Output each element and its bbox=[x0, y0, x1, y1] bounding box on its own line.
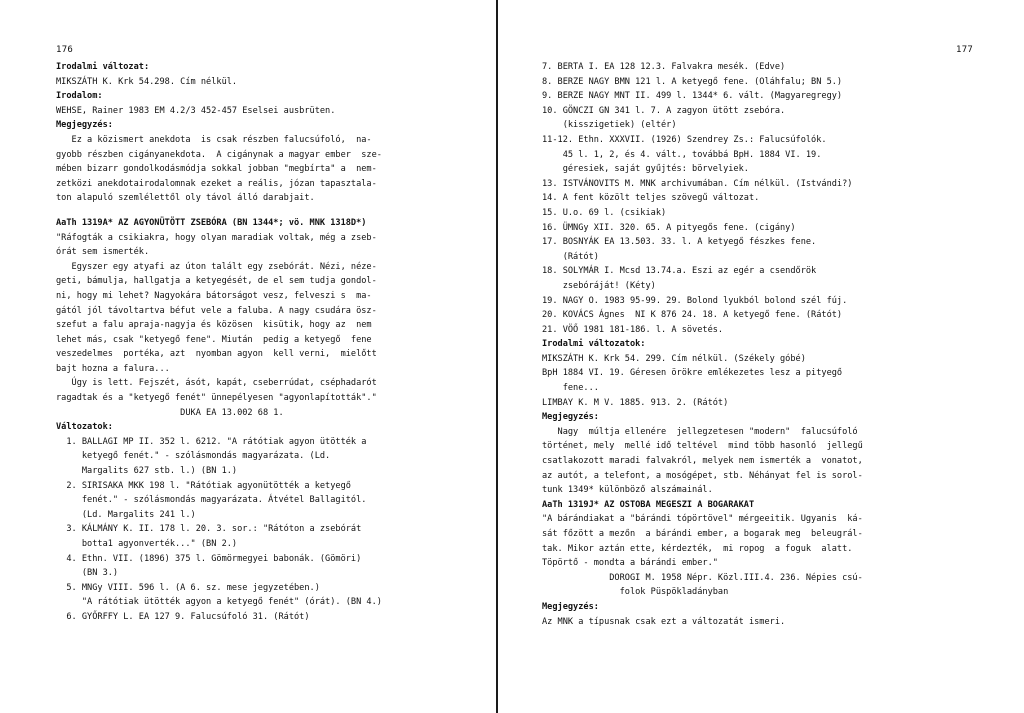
text-line: 19. NAGY O. 1983 95-99. 29. Bolond lyukból bolond szél fúj. bbox=[542, 295, 848, 306]
text-line: veszedelmes portéka, azt nyomban agyon kell verni, mielőtt bbox=[56, 349, 377, 360]
left-page-number: 176 bbox=[56, 45, 74, 55]
text-line: (Ld. Margalits 241 l.) bbox=[56, 509, 196, 520]
text-line: 8. BERZE NAGY BMN 121 l. A ketyegő fene. (Oláhfalu; BN 5.) bbox=[542, 76, 843, 87]
text-line: Nagy múltja ellenére jellegzetesen "modern" falucsúfoló bbox=[542, 426, 858, 437]
text-line: 11-12. Ethn. XXXVII. (1926) Szendrey Zs.: Falucsúfolók. bbox=[542, 134, 827, 145]
text-line: Ez a közismert anekdota is csak részben falucsúfoló, na- bbox=[56, 134, 372, 145]
text-line: zsebóráját! (Kéty) bbox=[542, 280, 656, 291]
text-line: tak. Mikor aztán ette, kérdezték, mi ropog a foguk alatt. bbox=[542, 543, 853, 554]
section-heading: AaTh 1319J* AZ OSTOBA MEGESZI A BOGARAKAT bbox=[542, 499, 755, 510]
text-line: 16. ÜMNGy XII. 320. 65. A pityegős fene. (cigány) bbox=[542, 222, 796, 233]
text-line: (BN 3.) bbox=[56, 568, 119, 579]
section-heading: Változatok: bbox=[56, 422, 113, 433]
text-line: zetközi anekdotairodalomnak ezeket a reális, józan tapasztala- bbox=[56, 178, 377, 189]
text-line: "Ráfogták a csikiakra, hogy olyan maradiak voltak, még a zseb- bbox=[56, 232, 377, 243]
text-line: fene... bbox=[542, 383, 599, 394]
text-line: 1. BALLAGI MP II. 352 l. 6212. "A rátótiak agyon ütötték a bbox=[56, 436, 367, 447]
text-line: géresiek, saját gyűjtés: börvelyiek. bbox=[542, 164, 749, 175]
text-line: geti, bámulja, hallgatja a ketyegését, de el sem tudja gondol- bbox=[56, 276, 377, 287]
text-line: az autót, a telefont, a mosógépet, stb. Néhányat fel is sorol- bbox=[542, 470, 863, 481]
text-line: Egyszer egy atyafi az úton talált egy zsebórát. Nézi, néze- bbox=[56, 261, 377, 272]
text-line: 18. SOLYMÁR I. Mcsd 13.74.a. Eszi az egér a csendőrök bbox=[542, 266, 817, 277]
text-line: 4. Ethn. VII. (1896) 375 l. Gömörmegyei babonák. (Gömöri) bbox=[56, 553, 362, 564]
text-line: 45 l. 1, 2, és 4. vált., továbbá BpH. 1884 VI. 19. bbox=[542, 149, 822, 160]
right-page-text bbox=[542, 60, 982, 629]
section-heading: AaTh 1319A* AZ AGYONÜTÖTT ZSEBÓRA (BN 1344*; vö. MNK 1318D*) bbox=[56, 217, 367, 228]
text-line: (Rátót) bbox=[542, 251, 599, 262]
section-heading: Megjegyzés: bbox=[56, 120, 113, 131]
text-line: tunk 1349* különböző alszámainál. bbox=[542, 485, 713, 496]
text-line: 15. U.o. 69 l. (csikiak) bbox=[542, 207, 667, 218]
text-line: DOROGI M. 1958 Népr. Közl.III.4. 236. Népies csú- bbox=[542, 572, 863, 583]
text-line: LIMBAY K. M V. 1885. 913. 2. (Rátót) bbox=[542, 397, 729, 408]
text-line: Az MNK a típusnak csak ezt a változatát ismeri. bbox=[542, 616, 786, 627]
text-line: órát sem ismerték. bbox=[56, 247, 150, 258]
text-line: mében bizarr gondolkodásmódja sokkal jobban "megbírta" a nem- bbox=[56, 164, 377, 175]
text-line: botta1 agyonverték..." (BN 2.) bbox=[56, 539, 238, 549]
text-line: lehet más, csak "ketyegő fene". Miután pedig a ketyegő fene bbox=[56, 334, 372, 345]
text-line: folok Püspökladányban bbox=[542, 587, 729, 598]
text-line: "A bárándiakat a "bárándi tópörtövel" mérgeeitik. Ugyanis ká- bbox=[542, 514, 863, 525]
text-line: 7. BERTA I. EA 128 12.3. Falvakra mesék. (Edve) bbox=[542, 62, 786, 72]
text-line: 13. ISTVÁNOVITS M. MNK archivumában. Cím nélkül. (Istvándi?) bbox=[542, 178, 853, 189]
right-page-number: 177 bbox=[956, 45, 974, 55]
text-line: MIKSZÁTH K. Krk 54.298. Cím nélkül. bbox=[56, 76, 238, 87]
paragraph-gap bbox=[56, 206, 466, 216]
text-line: szefut a falu apraja-nagyja és közösen kisütik, hogy az nem bbox=[56, 320, 372, 331]
text-line: Margalits 627 stb. l.) (BN 1.) bbox=[56, 466, 238, 477]
left-page-text bbox=[56, 60, 466, 625]
text-line: BpH 1884 VI. 19. Géresen örökre emlékezetes lesz a pityegő bbox=[542, 368, 843, 379]
text-line: (kisszigetiek) (eltér) bbox=[542, 120, 677, 131]
text-line: 2. SIRISAKA MKK 198 l. "Rátótiak agyonütötték a ketyegő bbox=[56, 480, 351, 491]
text-line: Töpörtő - mondta a bárándi ember." bbox=[542, 558, 718, 569]
page-gutter-divider bbox=[496, 0, 498, 713]
text-line: fenét." - szólásmondás magyarázata. Átvétel Ballagitól. bbox=[56, 495, 367, 506]
text-line: ni, hogy mi lehet? Nagyokára bátorságot vesz, felveszi s ma- bbox=[56, 290, 372, 301]
text-line: 9. BERZE NAGY MNT II. 499 l. 1344* 6. vált. (Magyaregregy) bbox=[542, 91, 843, 102]
text-line: DUKA EA 13.002 68 1. bbox=[56, 407, 284, 418]
section-heading: Irodalmi változat: bbox=[56, 62, 150, 72]
text-line: "A rátótiak ütötték agyon a ketyegő fenét" (órát). (BN 4.) bbox=[56, 597, 382, 608]
text-line: 20. KOVÁCS Ágnes NI K 876 24. 18. A ketyegő fene. (Rátót) bbox=[542, 310, 843, 321]
text-line: 14. A fent közölt teljes szövegű változat. bbox=[542, 193, 760, 204]
text-line: 6. GYŐRFFY L. EA 127 9. Falucsúfoló 31. (Rátót) bbox=[56, 611, 310, 622]
text-line: 10. GÖNCZI GN 341 l. 7. A zagyon ütött zsebóra. bbox=[542, 105, 786, 116]
text-line: 17. BOSNYÁK EA 13.503. 33. l. A ketyegő fészkes fene. bbox=[542, 237, 817, 248]
section-heading: Irodalmi változatok: bbox=[542, 339, 646, 350]
text-line: történet, mely mellé idő teltével mind több hasonló jellegű bbox=[542, 441, 863, 452]
section-heading: Megjegyzés: bbox=[542, 601, 599, 612]
text-line: ton alapuló szemlélettől oly távol álló darabjait. bbox=[56, 193, 315, 204]
text-line: ragadtak és a "ketyegő fenét" ünnepélyesen "agyonlapították"." bbox=[56, 393, 377, 404]
text-line: bajt hozna a falura... bbox=[56, 363, 170, 374]
text-line: csatlakozott maradi falvakról, melyek nem ismerték a vonatot, bbox=[542, 456, 863, 467]
text-line: gától jól távoltartva béfut vele a faluba. A nagy csudára ösz- bbox=[56, 305, 377, 316]
section-heading: Irodalom: bbox=[56, 91, 103, 102]
text-line: MIKSZÁTH K. Krk 54. 299. Cím nélkül. (Székely góbé) bbox=[542, 353, 806, 364]
text-line: ketyegő fenét." - szólásmondás magyarázata. (Ld. bbox=[56, 451, 331, 462]
text-line: 5. MNGy VIII. 596 l. (A 6. sz. mese jegyzetében.) bbox=[56, 582, 320, 593]
text-line: sát főzött a mezőn a bárándi ember, a bogarak meg beleugrál- bbox=[542, 529, 863, 539]
text-line: Úgy is lett. Fejszét, ásót, kapát, cseberrúdat, cséphadarót bbox=[56, 378, 377, 389]
text-line: 3. KÁLMÁNY K. II. 178 l. 20. 3. sor.: "Rátóton a zsebórát bbox=[56, 524, 362, 535]
section-heading: Megjegyzés: bbox=[542, 412, 599, 423]
text-line: WEHSE, Rainer 1983 EM 4.2/3 452-457 Eselsei ausbrüten. bbox=[56, 105, 336, 116]
text-line: 21. VÖŐ 1981 181-186. l. A sövetés. bbox=[542, 324, 724, 335]
text-line: gyobb részben cigányanekdota. A cigánynak a magyar ember sze- bbox=[56, 149, 382, 160]
